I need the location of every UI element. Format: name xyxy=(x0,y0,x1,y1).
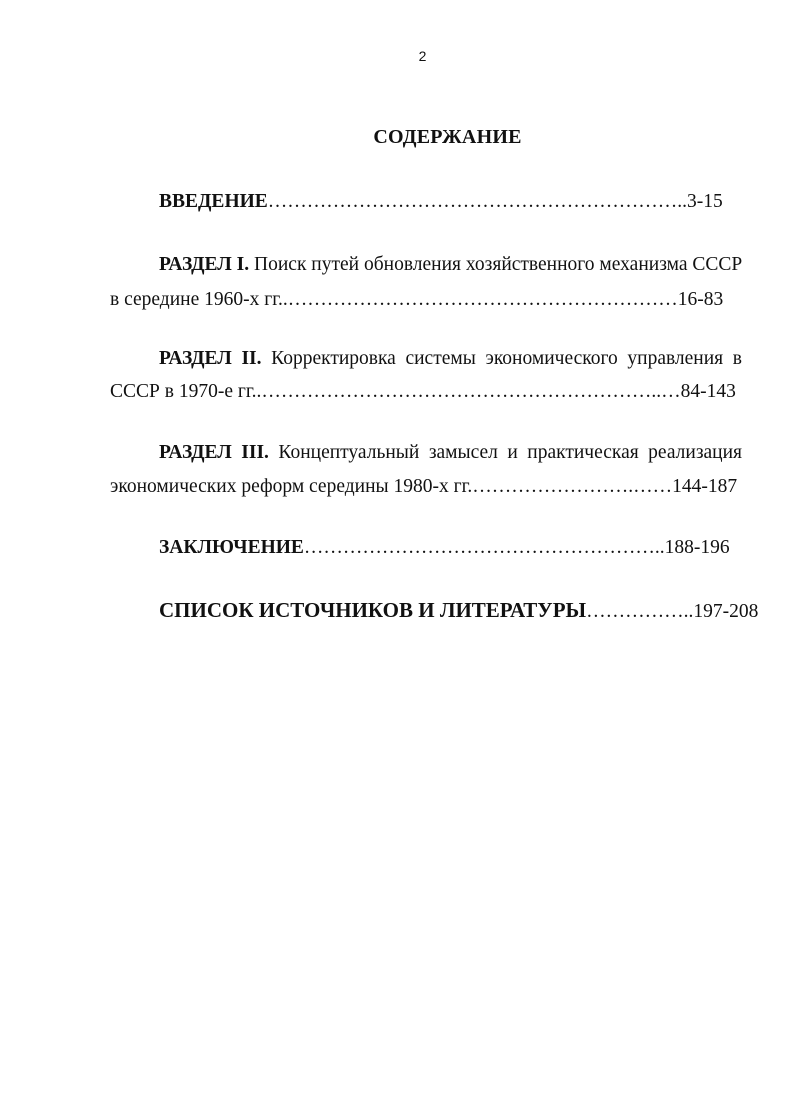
toc-entry-section1-line1 xyxy=(159,253,742,277)
toc-entry-intro-label: ВВЕДЕНИЕ xyxy=(159,191,268,212)
toc-entry-section1-title-line1: Поиск путей обновления хозяйственного механизма СССР xyxy=(254,254,743,275)
toc-entry-section2-title-line2: СССР в 1970-е гг.. xyxy=(110,381,262,402)
toc-entry-conclusion-dots: ……………………………………………….. xyxy=(303,537,665,558)
toc-entry-section2-line1 xyxy=(159,347,742,371)
toc-title: СОДЕРЖАНИЕ xyxy=(373,126,522,148)
toc-entry-sources xyxy=(159,598,758,624)
toc-entry-intro xyxy=(159,190,723,214)
toc-entry-section1-title-line2: в середине 1960-х гг.. xyxy=(110,289,288,310)
toc-entry-intro-dots: ……………………………………………………….. xyxy=(267,191,688,212)
toc-entry-section1-label: РАЗДЕЛ I. xyxy=(159,254,250,275)
toc-entry-conclusion xyxy=(159,536,730,560)
toc-entry-sources-dots: …………….. xyxy=(586,601,694,622)
toc-entry-section3-line1 xyxy=(159,441,742,465)
toc-entry-section1-line2 xyxy=(110,288,723,312)
toc-entry-section1-pages: 16-83 xyxy=(677,289,724,310)
toc-entry-section3-title-line1: Концептуальный замысел и практическая реализация xyxy=(278,442,743,463)
toc-entry-conclusion-pages: 188-196 xyxy=(664,537,730,558)
toc-entry-sources-label: СПИСОК ИСТОЧНИКОВ И ЛИТЕРАТУРЫ xyxy=(159,598,587,622)
toc-entry-section3-label: РАЗДЕЛ III. xyxy=(159,442,269,463)
toc-entry-section2-title-line1: Корректировка системы экономического управления в xyxy=(271,348,742,369)
toc-entry-section2-dots: ……………………………………………………..… xyxy=(261,381,681,402)
toc-entry-section3-pages: 144-187 xyxy=(672,476,738,497)
toc-entry-section3-title-line2: экономических реформ середины 1980-х гг. xyxy=(110,476,473,497)
toc-entry-sources-pages: 197-208 xyxy=(693,601,759,622)
toc-entry-section2-pages: 84-143 xyxy=(680,381,736,402)
toc-entry-intro-pages: 3-15 xyxy=(687,191,723,212)
toc-entry-section2-line2 xyxy=(110,380,736,404)
toc-entry-conclusion-label: ЗАКЛЮЧЕНИЕ xyxy=(159,537,304,558)
toc-entry-section2-label: РАЗДЕЛ II. xyxy=(159,348,262,369)
toc-entry-section3-dots: …………………….…… xyxy=(472,476,673,497)
toc-entry-section3-line2 xyxy=(110,475,737,499)
toc-entry-section1-dots: …………………………………………………… xyxy=(287,289,678,310)
page-number: 2 xyxy=(418,48,427,64)
